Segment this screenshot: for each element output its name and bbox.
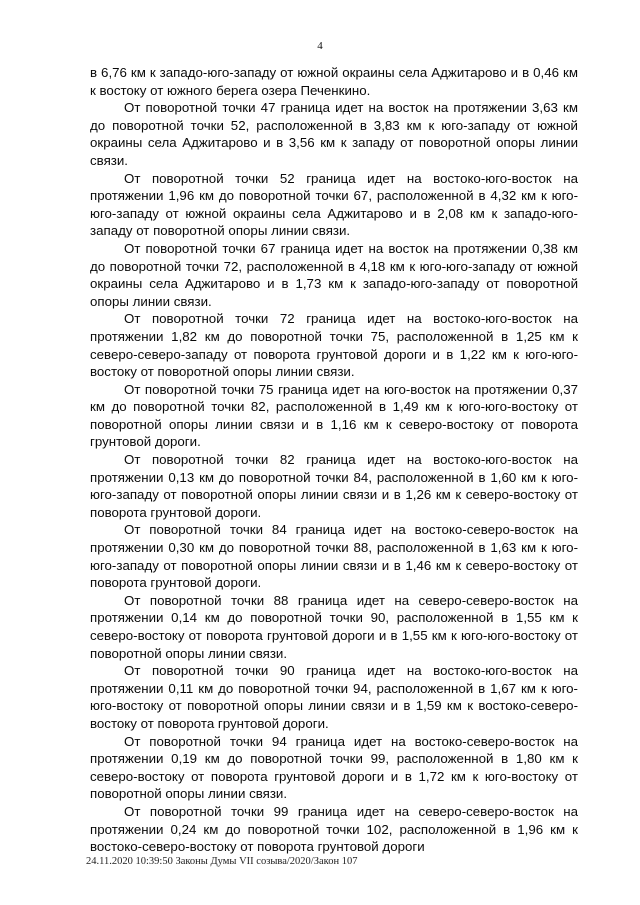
paragraph-point-72: От поворотной точки 72 граница идет на востоко-юго-восток на протяжении 1,82 км до поворотной точки 75, расположенной в 1,25 км к северо-северо-западу от поворота грунтовой дороги и в 1,22 км к юго-юго-востоку от поворотной опоры линии связи. [90, 311, 578, 380]
paragraph-point-94: От поворотной точки 94 граница идет на востоко-северо-восток на протяжении 0,19 км до поворотной точки 99, расположенной в 1,80 км к северо-востоку от поворота грунтовой дороги и в 1,72 км к юго-востоку от поворотной опоры линии связи. [90, 733, 578, 802]
paragraph-point-88: От поворотной точки 88 граница идет на северо-северо-восток на протяжении 0,14 км до поворотной точки 90, расположенной в 1,55 км к северо-востоку от поворота грунтовой дороги и в 1,55 км к юго-юго-востоку от поворотной опоры линии связи. [90, 592, 578, 661]
paragraph-point-84: От поворотной точки 84 граница идет на востоко-северо-восток на протяжении 0,30 км до поворотной точки 88, расположенной в 1,63 км к юго-юго-западу от поворотной опоры линии связи и в 1,46 км к северо-востоку от поворота грунтовой дороги. [90, 522, 578, 591]
paragraph-point-75: От поворотной точки 75 граница идет на юго-восток на протяжении 0,37 км до поворотной точки 82, расположенной в 1,49 км к юго-юго-востоку от поворотной опоры линии связи и в 1,16 км к северо-востоку от поворота грунтовой дороги. [90, 381, 578, 450]
paragraph-point-67: От поворотной точки 67 граница идет на восток на протяжении 0,38 км до поворотной точки 72, расположенной в 4,18 км к юго-юго-западу от южной окраины села Аджитарово и в 1,73 км к западо-юго-западу от поворотной опоры линии связи. [90, 240, 578, 309]
paragraph-point-82: От поворотной точки 82 граница идет на востоко-юго-восток на протяжении 0,13 км до поворотной точки 84, расположенной в 1,60 км к юго-юго-западу от поворотной опоры линии связи и в 1,26 км к северо-востоку от поворота грунтовой дороги. [90, 452, 578, 520]
document-body [90, 64, 578, 856]
paragraph-point-99: От поворотной точки 99 граница идет на северо-северо-восток на протяжении 0,24 км до поворотной точки 102, расположенной в 1,96 км к востоко-северо-востоку от поворота грунтовой дороги [90, 803, 578, 855]
paragraph-point-52: От поворотной точки 52 граница идет на востоко-юго-восток на протяжении 1,96 км до поворотной точки 67, расположенной в 4,32 км к юго-юго-западу от южной окраины села Аджитарово и в 2,08 км к западо-юго-западу от поворотной опоры линии связи. [90, 170, 578, 239]
paragraph-continuation: в 6,76 км к западо-юго-западу от южной окраины села Аджитарово и в 0,46 км к востоку от южного берега озера Печенкино. [90, 65, 578, 98]
page-number: 4 [317, 40, 323, 52]
paragraph-point-47: От поворотной точки 47 граница идет на восток на протяжении 3,63 км до поворотной точки 52, расположенной в 3,83 км к юго-западу от южной окраины села Аджитарово и в 3,56 км к западу от поворотной опоры линии связи. [90, 100, 578, 168]
document-footer: 24.11.2020 10:39:50 Законы Думы VII созыва/2020/Закон 107 [86, 856, 358, 867]
paragraph-point-90: От поворотной точки 90 граница идет на востоко-юго-восток на протяжении 0,11 км до поворотной точки 94, расположенной в 1,67 км к юго-юго-востоку от поворотной опоры линии связи и в 1,59 км к востоко-северо-востоку от поворота грунтовой дороги. [90, 663, 578, 731]
